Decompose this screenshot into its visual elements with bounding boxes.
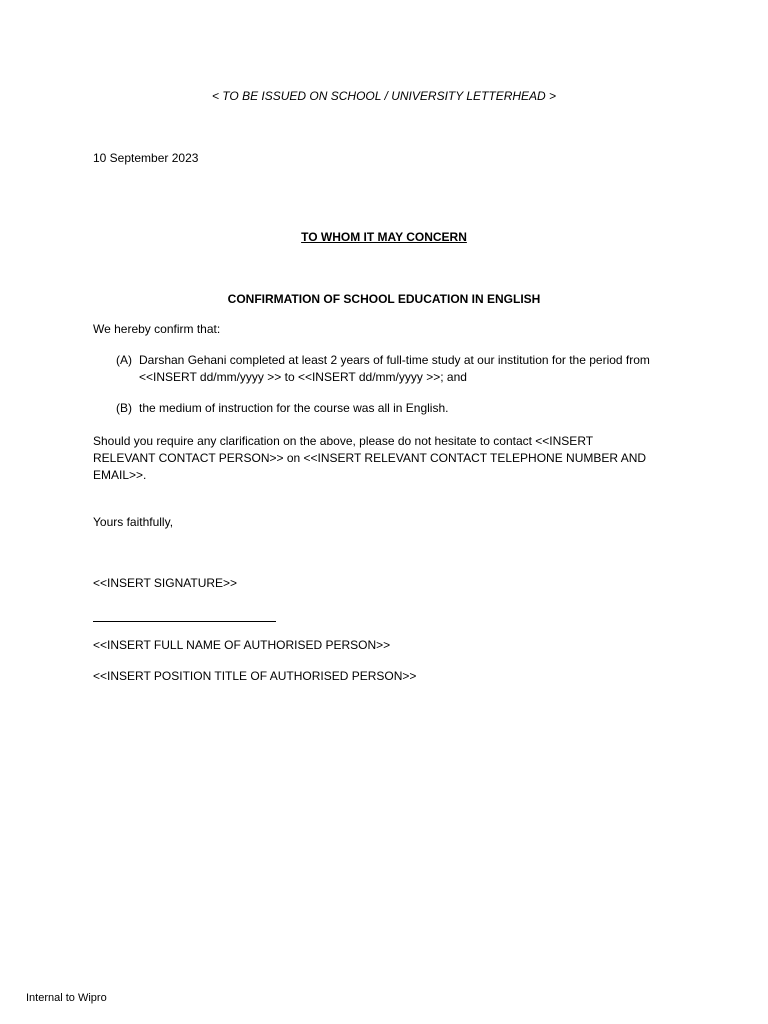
list-item-text-b: the medium of instruction for the course was all in English.	[139, 401, 449, 415]
letter-date: 10 September 2023	[93, 151, 199, 165]
clarification-paragraph: Should you require any clarification on the above, please do not hesitate to contact <<INSERT RELEVANT CONTACT PERSON>> on <<INSERT RELEVANT CONTACT TELEPHONE NUMBER AND EMAIL>>.	[93, 434, 647, 482]
position-title-placeholder: <<INSERT POSITION TITLE OF AUTHORISED PERSON>>	[93, 669, 417, 683]
salutation-heading: TO WHOM IT MAY CONCERN	[301, 230, 467, 244]
list-item-marker-b: (B)	[116, 401, 132, 415]
signature-placeholder: <<INSERT SIGNATURE>>	[93, 576, 238, 590]
full-name-placeholder: <<INSERT FULL NAME OF AUTHORISED PERSON>>	[93, 638, 391, 652]
list-item-marker-a: (A)	[116, 353, 132, 367]
footer-classification: Internal to Wipro	[26, 992, 107, 1004]
intro-text: We hereby confirm that:	[93, 322, 221, 336]
letterhead-note: < TO BE ISSUED ON SCHOOL / UNIVERSITY LETTERHEAD >	[211, 89, 557, 103]
list-item-text-a: Darshan Gehani completed at least 2 years of full-time study at our institution for the period from <<INSERT dd/mm/yyyy >> to <<INSERT dd/mm/yyyy >>; and	[139, 353, 650, 384]
subject-heading: CONFIRMATION OF SCHOOL EDUCATION IN ENGLISH	[227, 292, 541, 306]
closing-line: Yours faithfully,	[93, 515, 174, 529]
signature-line	[93, 621, 276, 622]
